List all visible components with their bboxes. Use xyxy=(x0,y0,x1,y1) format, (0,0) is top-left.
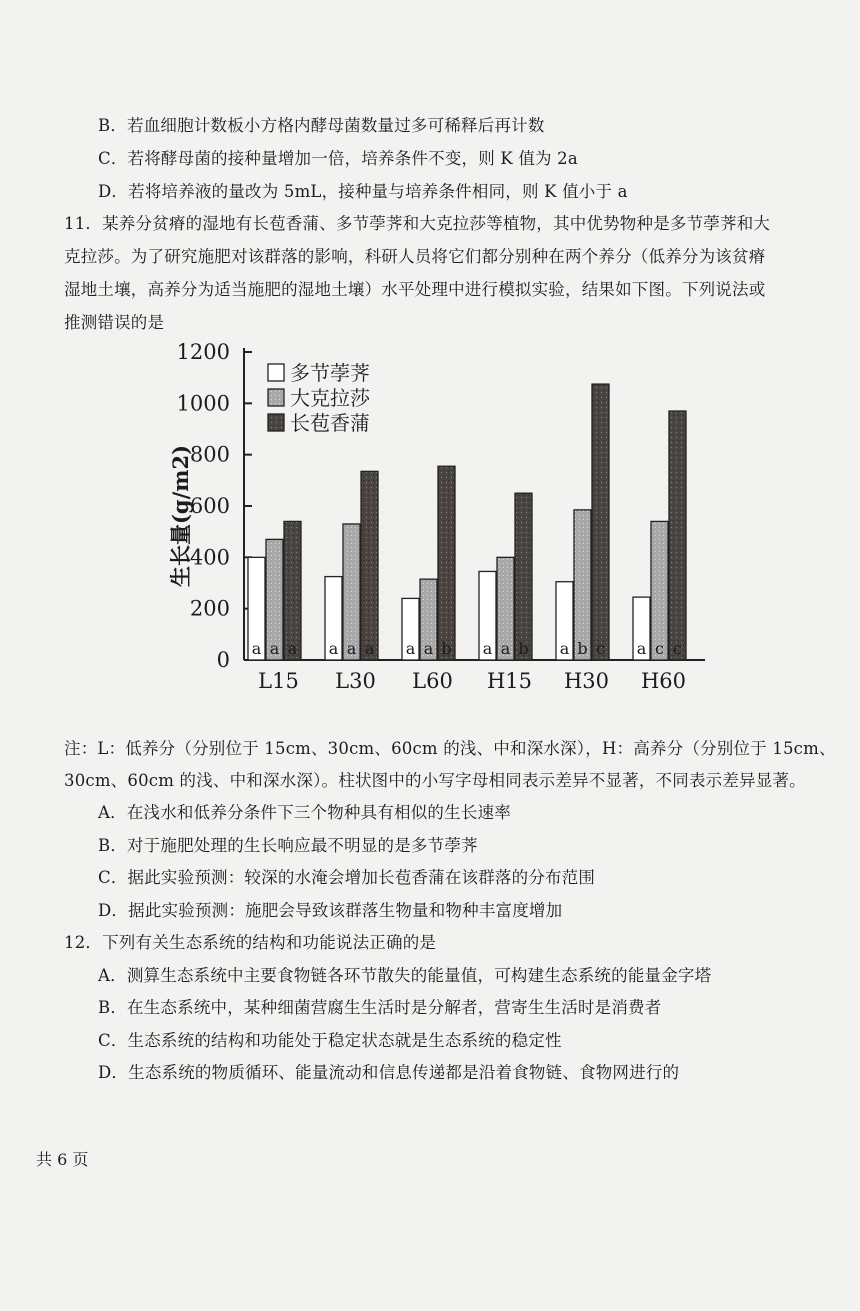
bar-letter: a xyxy=(269,639,280,658)
bar-letter: a xyxy=(423,639,434,658)
growth-bar-chart xyxy=(150,330,720,710)
option-d-yeast: D．若将培养液的量改为 5mL，接种量与培养条件相同，则 K 值小于 a xyxy=(98,182,628,201)
legend-swatch-3 xyxy=(268,414,284,431)
bar-letter: a xyxy=(636,639,647,658)
y-tick-label: 0 xyxy=(216,648,230,672)
bar-letter: a xyxy=(328,639,339,658)
q11-stem-line: 11．某养分贫瘠的湿地有长苞香蒲、多节荸荠和大克拉莎等植物，其中优势物种是多节荸荠和大 xyxy=(64,214,771,233)
legend-swatch-1 xyxy=(268,364,284,381)
bar-letter: a xyxy=(500,639,511,658)
chart-note-line: 30cm、60cm 的浅、中和深水深）。柱状图中的小写字母相同表示差异不显著，不同表示差异显著。 xyxy=(64,771,806,790)
category-label-H60: H60 xyxy=(640,669,687,693)
category-label-L30: L30 xyxy=(335,669,376,693)
y-tick-label: 1200 xyxy=(176,340,230,364)
y-axis-title: 生长量(g/m2) xyxy=(168,444,193,588)
q12-option-d: D．生态系统的物质循环、能量流动和信息传递都是沿着食物链、食物网进行的 xyxy=(98,1063,680,1082)
q11-option-d: D．据此实验预测：施肥会导致该群落生物量和物种丰富度增加 xyxy=(98,901,563,920)
bar-L30-3 xyxy=(361,471,378,660)
bar-H30-3 xyxy=(592,384,609,660)
q12-option-a: A．测算生态系统中主要食物链各环节散失的能量值，可构建生态系统的能量金字塔 xyxy=(98,966,712,985)
q11-stem-line: 湿地土壤，高养分为适当施肥的湿地土壤）水平处理中进行模拟实验，结果如下图。下列说法或 xyxy=(64,280,766,299)
y-tick-label: 600 xyxy=(189,494,230,518)
legend-label-1: 多节荸荠 xyxy=(290,361,370,385)
bar-letter: a xyxy=(251,639,262,658)
q12-stem: 12．下列有关生态系统的结构和功能说法正确的是 xyxy=(64,933,437,952)
q12-option-c: C．生态系统的结构和功能处于稳定状态就是生态系统的稳定性 xyxy=(98,1031,562,1050)
chart-note-line: 注：L：低养分（分别位于 15cm、30cm、60cm 的浅、中和深水深），H：高养分（分别位于 15cm、 xyxy=(64,739,836,758)
bar-letter: a xyxy=(482,639,493,658)
bar-letter: b xyxy=(577,639,588,658)
bar-letter: a xyxy=(364,639,375,658)
option-b-yeast: B．若血细胞计数板小方格内酵母菌数量过多可稀释后再计数 xyxy=(98,116,545,135)
bar-letter: c xyxy=(673,639,682,658)
y-tick-label: 400 xyxy=(189,545,230,570)
legend-swatch-2 xyxy=(268,389,284,406)
category-label-L60: L60 xyxy=(412,669,453,693)
bar-letter: b xyxy=(441,639,452,658)
legend-label-2: 大克拉莎 xyxy=(290,386,370,410)
bar-letter: a xyxy=(346,639,357,658)
legend-label-3: 长苞香蒲 xyxy=(290,411,370,435)
q11-option-b: B．对于施肥处理的生长响应最不明显的是多节荸荠 xyxy=(98,836,478,855)
category-label-L15: L15 xyxy=(258,669,299,693)
bar-letter: a xyxy=(287,639,298,658)
bar-letter: b xyxy=(518,639,529,658)
category-label-H15: H15 xyxy=(486,669,533,693)
bar-H30-2 xyxy=(574,510,591,660)
q11-option-a: A．在浅水和低养分条件下三个物种具有相似的生长速率 xyxy=(98,803,511,822)
bar-letter: c xyxy=(596,639,605,658)
option-c-yeast: C．若将酵母菌的接种量增加一倍，培养条件不变，则 K 值为 2a xyxy=(98,149,578,168)
y-tick-label: 800 xyxy=(189,442,230,467)
page-footer: 共 6 页 xyxy=(36,1150,89,1169)
q11-option-c: C．据此实验预测：较深的水淹会增加长苞香蒲在该群落的分布范围 xyxy=(98,868,596,887)
bar-L60-3 xyxy=(438,466,455,660)
q12-option-b: B．在生态系统中，某种细菌营腐生生活时是分解者，营寄生生活时是消费者 xyxy=(98,998,662,1017)
bar-letter: a xyxy=(405,639,416,658)
category-label-H30: H30 xyxy=(563,669,610,693)
y-tick-label: 200 xyxy=(189,596,230,621)
q11-stem-line: 克拉莎。为了研究施肥对该群落的影响，科研人员将它们都分别种在两个养分（低养分为该贫瘠 xyxy=(64,247,766,266)
q11-stem-line: 推测错误的是 xyxy=(64,313,165,332)
bar-H60-3 xyxy=(669,411,686,660)
bar-H15-3 xyxy=(515,493,532,660)
bar-letter: a xyxy=(559,639,570,658)
y-tick-label: 1000 xyxy=(176,391,230,416)
bar-letter: c xyxy=(655,639,664,658)
